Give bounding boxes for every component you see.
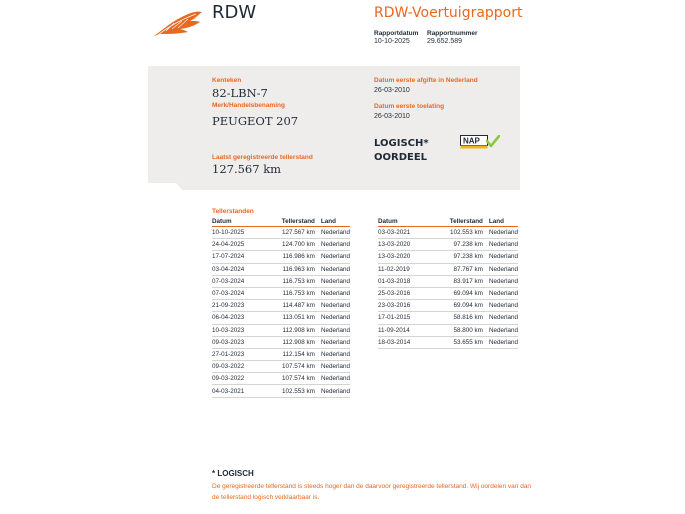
cell-land: Nederland bbox=[489, 324, 518, 336]
cell-land: Nederland bbox=[489, 300, 518, 312]
table-header-row bbox=[378, 217, 518, 227]
table-row bbox=[378, 275, 518, 287]
table-row bbox=[378, 300, 518, 312]
cell-land: Nederland bbox=[321, 385, 350, 397]
kenteken-label: Kenteken bbox=[212, 77, 242, 84]
brand-name: RDW bbox=[212, 2, 257, 23]
tellerstand-value: 127.567 km bbox=[212, 162, 282, 176]
cell-datum: 07-03-2024 bbox=[212, 275, 265, 287]
report-date-label: Rapportdatum bbox=[374, 30, 419, 37]
column-header-tellerstand: Tellerstand bbox=[432, 217, 489, 227]
cell-datum: 11-02-2019 bbox=[378, 263, 432, 275]
cell-land: Nederland bbox=[321, 251, 350, 263]
afgifte-value: 26-03-2010 bbox=[374, 87, 410, 94]
merk-value: PEUGEOT 207 bbox=[212, 114, 299, 128]
cell-land: Nederland bbox=[321, 312, 350, 324]
table-row bbox=[378, 263, 518, 275]
cell-tellerstand: 113.051 km bbox=[265, 312, 321, 324]
cell-datum: 21-09-2023 bbox=[212, 300, 265, 312]
odometer-rows-right bbox=[378, 227, 518, 349]
rdw-leaf-logo-icon bbox=[152, 9, 204, 39]
verdict-line-2: OORDEEL bbox=[374, 152, 428, 163]
kenteken-value: 82-LBN-7 bbox=[212, 86, 268, 100]
merk-label: Merk/Handelsbenaming bbox=[212, 102, 285, 109]
table-row bbox=[378, 227, 518, 239]
report-number-value: 29.652.589 bbox=[427, 38, 463, 45]
table-row bbox=[212, 336, 350, 348]
cell-land: Nederland bbox=[321, 287, 350, 299]
cell-tellerstand: 69.094 km bbox=[432, 300, 489, 312]
column-header-tellerstand: Tellerstand bbox=[265, 217, 321, 227]
table-row bbox=[212, 361, 350, 373]
cell-land: Nederland bbox=[489, 275, 518, 287]
cell-land: Nederland bbox=[321, 324, 350, 336]
cell-land: Nederland bbox=[321, 239, 350, 251]
cell-datum: 23-03-2016 bbox=[378, 300, 432, 312]
table-row bbox=[212, 312, 350, 324]
cell-datum: 11-09-2014 bbox=[378, 324, 432, 336]
cell-datum: 01-03-2018 bbox=[378, 275, 432, 287]
table-row bbox=[212, 300, 350, 312]
table-row bbox=[212, 324, 350, 336]
table-row bbox=[212, 251, 350, 263]
cell-tellerstand: 107.574 km bbox=[265, 361, 321, 373]
cell-tellerstand: 97.238 km bbox=[432, 251, 489, 263]
verdict bbox=[374, 137, 429, 165]
nap-checkmark-icon bbox=[460, 135, 500, 149]
table-row bbox=[212, 263, 350, 275]
report-date-value: 10-10-2025 bbox=[374, 38, 410, 45]
cell-land: Nederland bbox=[489, 336, 518, 348]
column-header-land: Land bbox=[489, 217, 518, 227]
cell-datum: 09-03-2022 bbox=[212, 373, 265, 385]
cell-tellerstand: 102.553 km bbox=[265, 385, 321, 397]
table-row bbox=[378, 336, 518, 348]
cell-land: Nederland bbox=[321, 227, 350, 239]
cell-land: Nederland bbox=[489, 227, 518, 239]
tellerstand-label: Laatst geregistreerde tellerstand bbox=[212, 154, 313, 161]
table-row bbox=[212, 348, 350, 360]
odometer-table-right bbox=[378, 217, 518, 349]
afgifte-label: Datum eerste afgifte in Nederland bbox=[374, 77, 478, 84]
cell-datum: 17-07-2024 bbox=[212, 251, 265, 263]
vehicle-summary-panel bbox=[148, 66, 520, 190]
cell-land: Nederland bbox=[489, 287, 518, 299]
cell-datum: 07-03-2024 bbox=[212, 287, 265, 299]
report-number-label: Rapportnummer bbox=[427, 30, 478, 37]
cell-land: Nederland bbox=[489, 263, 518, 275]
report-date-block bbox=[374, 30, 418, 45]
report-number-block bbox=[427, 30, 478, 45]
cell-land: Nederland bbox=[321, 263, 350, 275]
cell-datum: 09-03-2023 bbox=[212, 336, 265, 348]
cell-datum: 04-03-2021 bbox=[212, 385, 265, 397]
table-row bbox=[212, 275, 350, 287]
cell-datum: 13-03-2020 bbox=[378, 239, 432, 251]
nap-text: NAP bbox=[463, 136, 480, 146]
cell-land: Nederland bbox=[321, 336, 350, 348]
table-row bbox=[212, 373, 350, 385]
cell-land: Nederland bbox=[321, 300, 350, 312]
table-row bbox=[212, 239, 350, 251]
cell-tellerstand: 112.908 km bbox=[265, 324, 321, 336]
cell-tellerstand: 87.767 km bbox=[432, 263, 489, 275]
cell-land: Nederland bbox=[489, 251, 518, 263]
cell-tellerstand: 53.655 km bbox=[432, 336, 489, 348]
table-row bbox=[378, 239, 518, 251]
cell-tellerstand: 107.574 km bbox=[265, 373, 321, 385]
cell-datum: 24-04-2025 bbox=[212, 239, 265, 251]
table-row bbox=[212, 227, 350, 239]
cell-land: Nederland bbox=[489, 312, 518, 324]
cell-datum: 18-03-2014 bbox=[378, 336, 432, 348]
cell-tellerstand: 116.963 km bbox=[265, 263, 321, 275]
odometer-table-left bbox=[212, 217, 350, 398]
cell-tellerstand: 97.238 km bbox=[432, 239, 489, 251]
table-row bbox=[378, 287, 518, 299]
cell-datum: 27-01-2023 bbox=[212, 348, 265, 360]
cell-tellerstand: 116.986 km bbox=[265, 251, 321, 263]
tellerstanden-title: Tellerstanden bbox=[212, 208, 254, 215]
cell-tellerstand: 127.567 km bbox=[265, 227, 321, 239]
cell-tellerstand: 58.816 km bbox=[432, 312, 489, 324]
toelating-label: Datum eerste toelating bbox=[374, 103, 445, 110]
table-row bbox=[378, 324, 518, 336]
cell-tellerstand: 112.154 km bbox=[265, 348, 321, 360]
cell-land: Nederland bbox=[321, 361, 350, 373]
odometer-rows-left bbox=[212, 227, 350, 398]
cell-datum: 10-03-2023 bbox=[212, 324, 265, 336]
cell-datum: 17-01-2015 bbox=[378, 312, 432, 324]
cell-tellerstand: 116.753 km bbox=[265, 275, 321, 287]
column-header-land: Land bbox=[321, 217, 350, 227]
table-row bbox=[378, 251, 518, 263]
column-header-datum: Datum bbox=[212, 217, 265, 227]
cell-tellerstand: 114.487 km bbox=[265, 300, 321, 312]
footnote-text: De geregistreerde tellerstand is steeds hoger dan de daarvoor geregistreerde tellerstand. Wij oordelen van dan de tellerstand logisch verklaarbaar is. bbox=[212, 483, 532, 501]
report-title: RDW-Voertuigrapport bbox=[374, 5, 523, 21]
cell-datum: 25-03-2016 bbox=[378, 287, 432, 299]
cell-tellerstand: 124.700 km bbox=[265, 239, 321, 251]
table-row bbox=[378, 312, 518, 324]
cell-tellerstand: 83.917 km bbox=[432, 275, 489, 287]
table-row bbox=[212, 385, 350, 397]
table-header-row bbox=[212, 217, 350, 227]
cell-land: Nederland bbox=[489, 239, 518, 251]
cell-tellerstand: 58.800 km bbox=[432, 324, 489, 336]
cell-land: Nederland bbox=[321, 373, 350, 385]
table-row bbox=[212, 287, 350, 299]
cell-datum: 09-03-2022 bbox=[212, 361, 265, 373]
verdict-line-1: LOGISCH* bbox=[374, 138, 429, 149]
footnote-title: * LOGISCH bbox=[212, 469, 254, 478]
cell-tellerstand: 112.908 km bbox=[265, 336, 321, 348]
column-header-datum: Datum bbox=[378, 217, 432, 227]
cell-datum: 13-03-2020 bbox=[378, 251, 432, 263]
cell-datum: 10-10-2025 bbox=[212, 227, 265, 239]
cell-datum: 03-03-2021 bbox=[378, 227, 432, 239]
cell-tellerstand: 102.553 km bbox=[432, 227, 489, 239]
cell-land: Nederland bbox=[321, 275, 350, 287]
cell-tellerstand: 69.094 km bbox=[432, 287, 489, 299]
toelating-value: 26-03-2010 bbox=[374, 113, 410, 120]
cell-datum: 03-04-2024 bbox=[212, 263, 265, 275]
cell-tellerstand: 116.753 km bbox=[265, 287, 321, 299]
cell-datum: 06-04-2023 bbox=[212, 312, 265, 324]
cell-land: Nederland bbox=[321, 348, 350, 360]
